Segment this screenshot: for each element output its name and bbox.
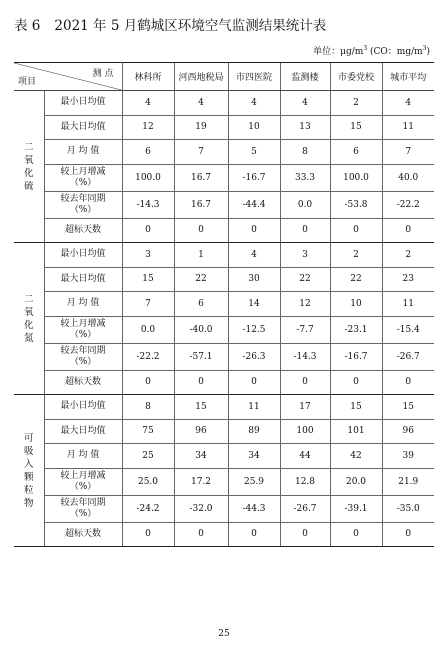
value-cell: 0 xyxy=(174,522,228,547)
value-cell: 96 xyxy=(382,419,434,444)
value-cell: 42 xyxy=(330,444,382,469)
value-cell: -26.7 xyxy=(382,343,434,370)
indicator-label: 较上月增减 （%） xyxy=(44,164,122,191)
pollutant-label: 二氧化硫 xyxy=(23,141,34,192)
value-cell: 0 xyxy=(280,218,330,243)
indicator-label: 最小日均值 xyxy=(44,395,122,420)
value-cell: 7 xyxy=(382,140,434,165)
table-row xyxy=(14,140,434,165)
table-title xyxy=(14,14,326,34)
value-cell: 4 xyxy=(280,91,330,116)
indicator-label: 最大日均值 xyxy=(44,267,122,292)
value-cell: 8 xyxy=(122,395,174,420)
indicator-label: 较上月增减 （%） xyxy=(44,316,122,343)
pollutant-label: 二氧化氮 xyxy=(23,293,34,344)
table-row xyxy=(14,343,434,370)
value-cell: 0 xyxy=(280,370,330,395)
site-header: 林科所 xyxy=(122,63,174,91)
indicator-label: 最大日均值 xyxy=(44,419,122,444)
site-header: 河西地税局 xyxy=(174,63,228,91)
value-cell: 2 xyxy=(382,243,434,268)
value-cell: -22.2 xyxy=(122,343,174,370)
value-cell: 0 xyxy=(174,370,228,395)
value-cell: 17.2 xyxy=(174,468,228,495)
unit-sup-2: 3 xyxy=(422,45,427,52)
value-cell: 17 xyxy=(280,395,330,420)
value-cell: -12.5 xyxy=(228,316,280,343)
value-cell: 4 xyxy=(382,91,434,116)
value-cell: -14.3 xyxy=(122,191,174,218)
value-cell: 0 xyxy=(330,370,382,395)
pollutant-name xyxy=(14,91,44,243)
value-cell: 96 xyxy=(174,419,228,444)
value-cell: 7 xyxy=(174,140,228,165)
value-cell: 4 xyxy=(174,91,228,116)
value-cell: 25.0 xyxy=(122,468,174,495)
value-cell: 0 xyxy=(228,522,280,547)
value-cell: 15 xyxy=(382,395,434,420)
value-cell: 0 xyxy=(382,218,434,243)
table-row xyxy=(14,267,434,292)
value-cell: -39.1 xyxy=(330,495,382,522)
value-cell: 12.8 xyxy=(280,468,330,495)
site-header: 市委党校 xyxy=(330,63,382,91)
value-cell: 10 xyxy=(228,115,280,140)
page-number: 25 xyxy=(218,629,230,639)
table-row xyxy=(14,316,434,343)
value-cell: 0.0 xyxy=(122,316,174,343)
value-cell: 30 xyxy=(228,267,280,292)
value-cell: 101 xyxy=(330,419,382,444)
value-cell: 0 xyxy=(382,370,434,395)
pollutant-name xyxy=(14,243,44,395)
corner-items-label: 项目 xyxy=(18,77,37,87)
header-corner xyxy=(14,63,122,91)
indicator-label: 最小日均值 xyxy=(44,91,122,116)
value-cell: 15 xyxy=(174,395,228,420)
table-row xyxy=(14,444,434,469)
value-cell: 15 xyxy=(122,267,174,292)
indicator-label: 月 均 值 xyxy=(44,444,122,469)
value-cell: 0.0 xyxy=(280,191,330,218)
value-cell: -57.1 xyxy=(174,343,228,370)
value-cell: 11 xyxy=(382,292,434,317)
value-cell: -14.3 xyxy=(280,343,330,370)
value-cell: 4 xyxy=(228,243,280,268)
value-cell: 22 xyxy=(330,267,382,292)
indicator-label: 较去年同期 （%） xyxy=(44,191,122,218)
value-cell: -44.4 xyxy=(228,191,280,218)
unit-sup-1: 3 xyxy=(363,45,368,52)
value-cell: 39 xyxy=(382,444,434,469)
table-row xyxy=(14,243,434,268)
value-cell: 100.0 xyxy=(330,164,382,191)
value-cell: 34 xyxy=(228,444,280,469)
table-row xyxy=(14,91,434,116)
table-title-text: 2021 年 5 月鹤城区环境空气监测结果统计表 xyxy=(54,18,327,34)
value-cell: -40.0 xyxy=(174,316,228,343)
table-row xyxy=(14,522,434,547)
value-cell: -26.7 xyxy=(280,495,330,522)
value-cell: -15.4 xyxy=(382,316,434,343)
value-cell: 0 xyxy=(382,522,434,547)
indicator-label: 月 均 值 xyxy=(44,292,122,317)
value-cell: 40.0 xyxy=(382,164,434,191)
header-row xyxy=(14,63,434,91)
value-cell: 75 xyxy=(122,419,174,444)
air-quality-table xyxy=(14,62,434,547)
value-cell: 12 xyxy=(122,115,174,140)
table-row xyxy=(14,115,434,140)
indicator-label: 月 均 值 xyxy=(44,140,122,165)
indicator-label: 较去年同期 （%） xyxy=(44,343,122,370)
table-label: 表 6 xyxy=(14,18,41,34)
table-row xyxy=(14,292,434,317)
table-row xyxy=(14,218,434,243)
value-cell: 16.7 xyxy=(174,191,228,218)
value-cell: 4 xyxy=(228,91,280,116)
value-cell: 19 xyxy=(174,115,228,140)
unit-suffix: ) xyxy=(426,47,430,57)
value-cell: 12 xyxy=(280,292,330,317)
indicator-label: 最小日均值 xyxy=(44,243,122,268)
table-row xyxy=(14,191,434,218)
value-cell: 0 xyxy=(228,218,280,243)
value-cell: 2 xyxy=(330,91,382,116)
value-cell: 1 xyxy=(174,243,228,268)
value-cell: -32.0 xyxy=(174,495,228,522)
indicator-label: 最大日均值 xyxy=(44,115,122,140)
value-cell: 0 xyxy=(122,218,174,243)
value-cell: 6 xyxy=(122,140,174,165)
value-cell: 0 xyxy=(228,370,280,395)
value-cell: 13 xyxy=(280,115,330,140)
value-cell: 44 xyxy=(280,444,330,469)
value-cell: 23 xyxy=(382,267,434,292)
indicator-label: 较去年同期 （%） xyxy=(44,495,122,522)
value-cell: 15 xyxy=(330,115,382,140)
value-cell: 6 xyxy=(174,292,228,317)
table-row xyxy=(14,468,434,495)
value-cell: 3 xyxy=(122,243,174,268)
value-cell: 6 xyxy=(330,140,382,165)
value-cell: 25 xyxy=(122,444,174,469)
indicator-label: 超标天数 xyxy=(44,218,122,243)
corner-sites-label: 测 点 xyxy=(92,69,114,79)
value-cell: 15 xyxy=(330,395,382,420)
value-cell: 3 xyxy=(280,243,330,268)
table-body xyxy=(14,91,434,547)
pollutant-name xyxy=(14,395,44,547)
pollutant-label: 可吸入颗粒物 xyxy=(23,432,34,509)
value-cell: 20.0 xyxy=(330,468,382,495)
site-header: 市四医院 xyxy=(228,63,280,91)
table-row xyxy=(14,419,434,444)
indicator-label: 较上月增减 （%） xyxy=(44,468,122,495)
value-cell: -35.0 xyxy=(382,495,434,522)
indicator-label: 超标天数 xyxy=(44,370,122,395)
value-cell: 0 xyxy=(122,370,174,395)
value-cell: -53.8 xyxy=(330,191,382,218)
value-cell: 22 xyxy=(280,267,330,292)
value-cell: 7 xyxy=(122,292,174,317)
value-cell: 22 xyxy=(174,267,228,292)
unit-note xyxy=(313,44,430,57)
value-cell: 0 xyxy=(330,218,382,243)
value-cell: 100 xyxy=(280,419,330,444)
value-cell: 0 xyxy=(174,218,228,243)
value-cell: 11 xyxy=(228,395,280,420)
value-cell: 16.7 xyxy=(174,164,228,191)
value-cell: 4 xyxy=(122,91,174,116)
indicator-label: 超标天数 xyxy=(44,522,122,547)
value-cell: -16.7 xyxy=(330,343,382,370)
value-cell: 14 xyxy=(228,292,280,317)
value-cell: 8 xyxy=(280,140,330,165)
unit-mid: (CO：mg/m xyxy=(367,47,423,57)
value-cell: 2 xyxy=(330,243,382,268)
value-cell: 25.9 xyxy=(228,468,280,495)
value-cell: -26.3 xyxy=(228,343,280,370)
value-cell: 21.9 xyxy=(382,468,434,495)
table-row xyxy=(14,395,434,420)
table-row xyxy=(14,370,434,395)
value-cell: 89 xyxy=(228,419,280,444)
value-cell: -22.2 xyxy=(382,191,434,218)
value-cell: 0 xyxy=(122,522,174,547)
value-cell: -7.7 xyxy=(280,316,330,343)
value-cell: 0 xyxy=(280,522,330,547)
value-cell: 33.3 xyxy=(280,164,330,191)
value-cell: -16.7 xyxy=(228,164,280,191)
value-cell: 34 xyxy=(174,444,228,469)
site-header: 城市平均 xyxy=(382,63,434,91)
value-cell: -24.2 xyxy=(122,495,174,522)
unit-prefix: 单位：μg/m xyxy=(313,47,364,57)
value-cell: -44.3 xyxy=(228,495,280,522)
value-cell: 5 xyxy=(228,140,280,165)
value-cell: 10 xyxy=(330,292,382,317)
value-cell: 0 xyxy=(330,522,382,547)
value-cell: -23.1 xyxy=(330,316,382,343)
value-cell: 11 xyxy=(382,115,434,140)
site-header: 监测楼 xyxy=(280,63,330,91)
value-cell: 100.0 xyxy=(122,164,174,191)
table-row xyxy=(14,495,434,522)
table-row xyxy=(14,164,434,191)
